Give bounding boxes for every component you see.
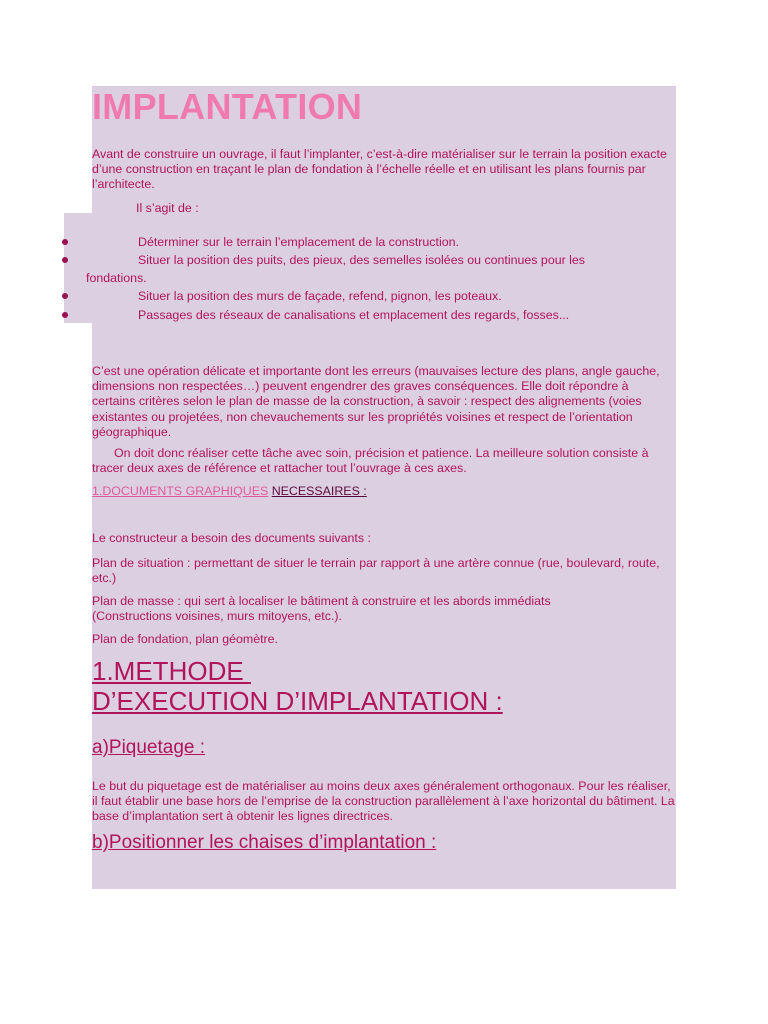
list-item: Déterminer sur le terrain l’emplacement de la construction.: [138, 235, 459, 249]
plan-fondation-text: Plan de fondation, plan géomètre.: [92, 632, 278, 646]
piquetage-heading-text: a)Piquetage :: [92, 737, 206, 758]
constructeur-text: Le constructeur a besoin des documents suivants :: [92, 531, 371, 545]
list-item: Situer la position des puits, des pieux, des semelles isolées ou continues pour les: [138, 253, 586, 267]
soin-paragraph: On doit donc réaliser cette tâche avec soin, précision et patience. La meilleure solution consiste à tracer deux axes de référence et rattacher tout l’ouvrage à ces axes.: [92, 446, 649, 476]
chaises-heading: [92, 832, 436, 854]
bullet-icon: [62, 257, 68, 263]
plan-situation-text: Plan de situation : permettant de situer le terrain par rapport à une artère connue (rue, boulevard, route, etc.): [92, 556, 660, 586]
piquetage-heading: [92, 737, 205, 759]
bullet-icon: [62, 312, 68, 318]
list-item: Passages des réseaux de canalisations et emplacement des regards, fosses...: [138, 308, 570, 322]
plan-masse-text: Plan de masse : qui sert à localiser le bâtiment à construire et les abords immédiats (Constructions voisines, murs mitoyens, etc.).: [92, 594, 551, 624]
methode-heading-line2: D’EXECUTION D’IMPLANTATION :: [92, 686, 503, 716]
methode-heading-line1: 1.METHODE: [92, 656, 251, 686]
methode-heading: [92, 656, 503, 716]
chaises-heading-text: b)Positionner les chaises d’implantation :: [92, 832, 437, 853]
bullet-icon: [62, 293, 68, 299]
list-background: [64, 213, 92, 323]
list-item-continuation: fondations.: [86, 271, 147, 285]
intro-paragraph: Avant de construire un ouvrage, il faut l’implanter, c’est-à-dire matérialiser sur le terrain la position exacte d’une construction en traçant le plan de fondation à l’échelle réelle et en utilisant les plans fournis par l’architecte.: [92, 147, 667, 192]
documents-heading: [92, 484, 367, 499]
operation-paragraph: C’est une opération délicate et importante dont les erreurs (mauvaises lecture des plans, angle gauche, dimensions non respectées…) peuvent engendrer des graves conséquences. Elle doit répondre à certains critères selon le plan de masse de la construction, à savoir : respect des alignements (voies existantes ou projetées, non chevauchements sur les propriétés voisines et respect de l’orientation géographique.: [92, 364, 660, 439]
bullet-icon: [62, 239, 68, 245]
page-title: IMPLANTATION: [92, 86, 363, 127]
list-item: Situer la position des murs de façade, refend, pignon, les poteaux.: [138, 289, 502, 303]
piquetage-paragraph: Le but du piquetage est de matérialiser au moins deux axes généralement orthogonaux. Pour les réaliser, il faut établir une base hors de l’emprise de la construction parallèlement à l’axe horizontal du bâtiment. La base d’implantation sert à obtenir les lignes directrices.: [92, 779, 675, 824]
il-sagit-text: Il s’agit de :: [136, 201, 199, 215]
documents-heading-part2: NECESSAIRES :: [271, 484, 367, 498]
documents-heading-part1: 1.DOCUMENTS GRAPHIQUES: [92, 484, 269, 498]
